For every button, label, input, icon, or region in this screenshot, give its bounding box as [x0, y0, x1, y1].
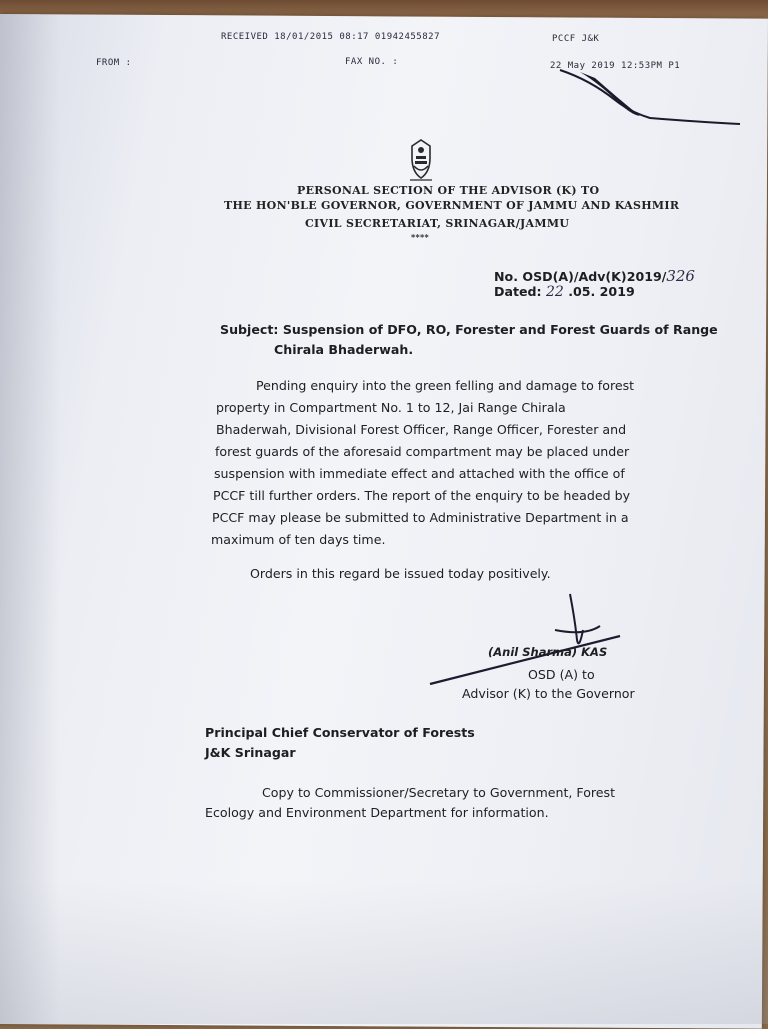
page-shadow: [0, 14, 60, 1024]
subject-text-1: Suspension of DFO, RO, Forester and Forest Guards of Range: [282, 322, 718, 337]
addressee-line-1: Principal Chief Conservator of Forests: [205, 725, 475, 740]
subject-label: Subject:: [220, 322, 279, 337]
fax-number-label: FAX NO. :: [345, 57, 399, 67]
fax-date-line: 22 May 2019 12:53PM P1: [550, 61, 681, 71]
fax-from-label: FROM :: [96, 58, 132, 68]
signature-mark: [425, 590, 625, 690]
reference-number-text: No. OSD(A)/Adv(K)2019/: [494, 269, 667, 284]
addressee-line-2: J&K Srinagar: [205, 745, 296, 760]
body-line: PCCF may please be submitted to Administrative Department in a: [212, 510, 629, 525]
reference-date-handwritten: 22: [545, 284, 564, 300]
body-line: Pending enquiry into the green felling and damage to forest: [256, 378, 635, 393]
letterhead-line-2: THE HON'BLE GOVERNOR, GOVERNMENT OF JAMMU AND KASHMIR: [224, 199, 680, 212]
letterhead-stars: ****: [411, 232, 429, 242]
reference-number: [494, 267, 695, 285]
body-closing-line: Orders in this regard be issued today positively.: [250, 566, 551, 581]
letterhead-line-3: CIVIL SECRETARIAT, SRINAGAR/JAMMU: [305, 217, 570, 230]
fax-received-line: RECEIVED 18/01/2015 08:17 01942455827: [221, 32, 440, 42]
body-line: suspension with immediate effect and attached with the office of: [214, 466, 625, 481]
signatory-name: (Anil Sharma) KAS: [488, 645, 608, 659]
reference-date: [494, 284, 635, 300]
fax-received-right: PCCF J&K: [552, 34, 600, 44]
body-line: PCCF till further orders. The report of the enquiry to be headed by: [213, 488, 631, 503]
subject-line-1: [220, 322, 718, 337]
body-line: forest guards of the aforesaid compartment may be placed under: [215, 444, 630, 459]
body-line: maximum of ten days time.: [211, 532, 386, 547]
reference-number-handwritten: 326: [666, 267, 695, 285]
copy-to-line-1: Copy to Commissioner/Secretary to Government, Forest: [262, 785, 616, 800]
emblem-icon: [402, 138, 440, 184]
signatory-title-1: OSD (A) to: [528, 667, 595, 682]
body-line: property in Compartment No. 1 to 12, Jai Range Chirala: [216, 400, 566, 415]
copy-to-line-2: Ecology and Environment Department for information.: [205, 805, 549, 820]
reference-date-rest: .05. 2019: [568, 284, 635, 299]
body-line: Bhaderwah, Divisional Forest Officer, Range Officer, Forester and: [216, 422, 627, 437]
subject-line-2: Chirala Bhaderwah.: [274, 342, 414, 357]
signatory-title-2: Advisor (K) to the Governor: [462, 686, 635, 701]
pen-scribble: [540, 60, 750, 130]
reference-date-label: Dated:: [494, 284, 542, 299]
letterhead-line-1: PERSONAL SECTION OF THE ADVISOR (K) TO: [297, 184, 600, 197]
page-shadow-bottom: [0, 880, 768, 1024]
